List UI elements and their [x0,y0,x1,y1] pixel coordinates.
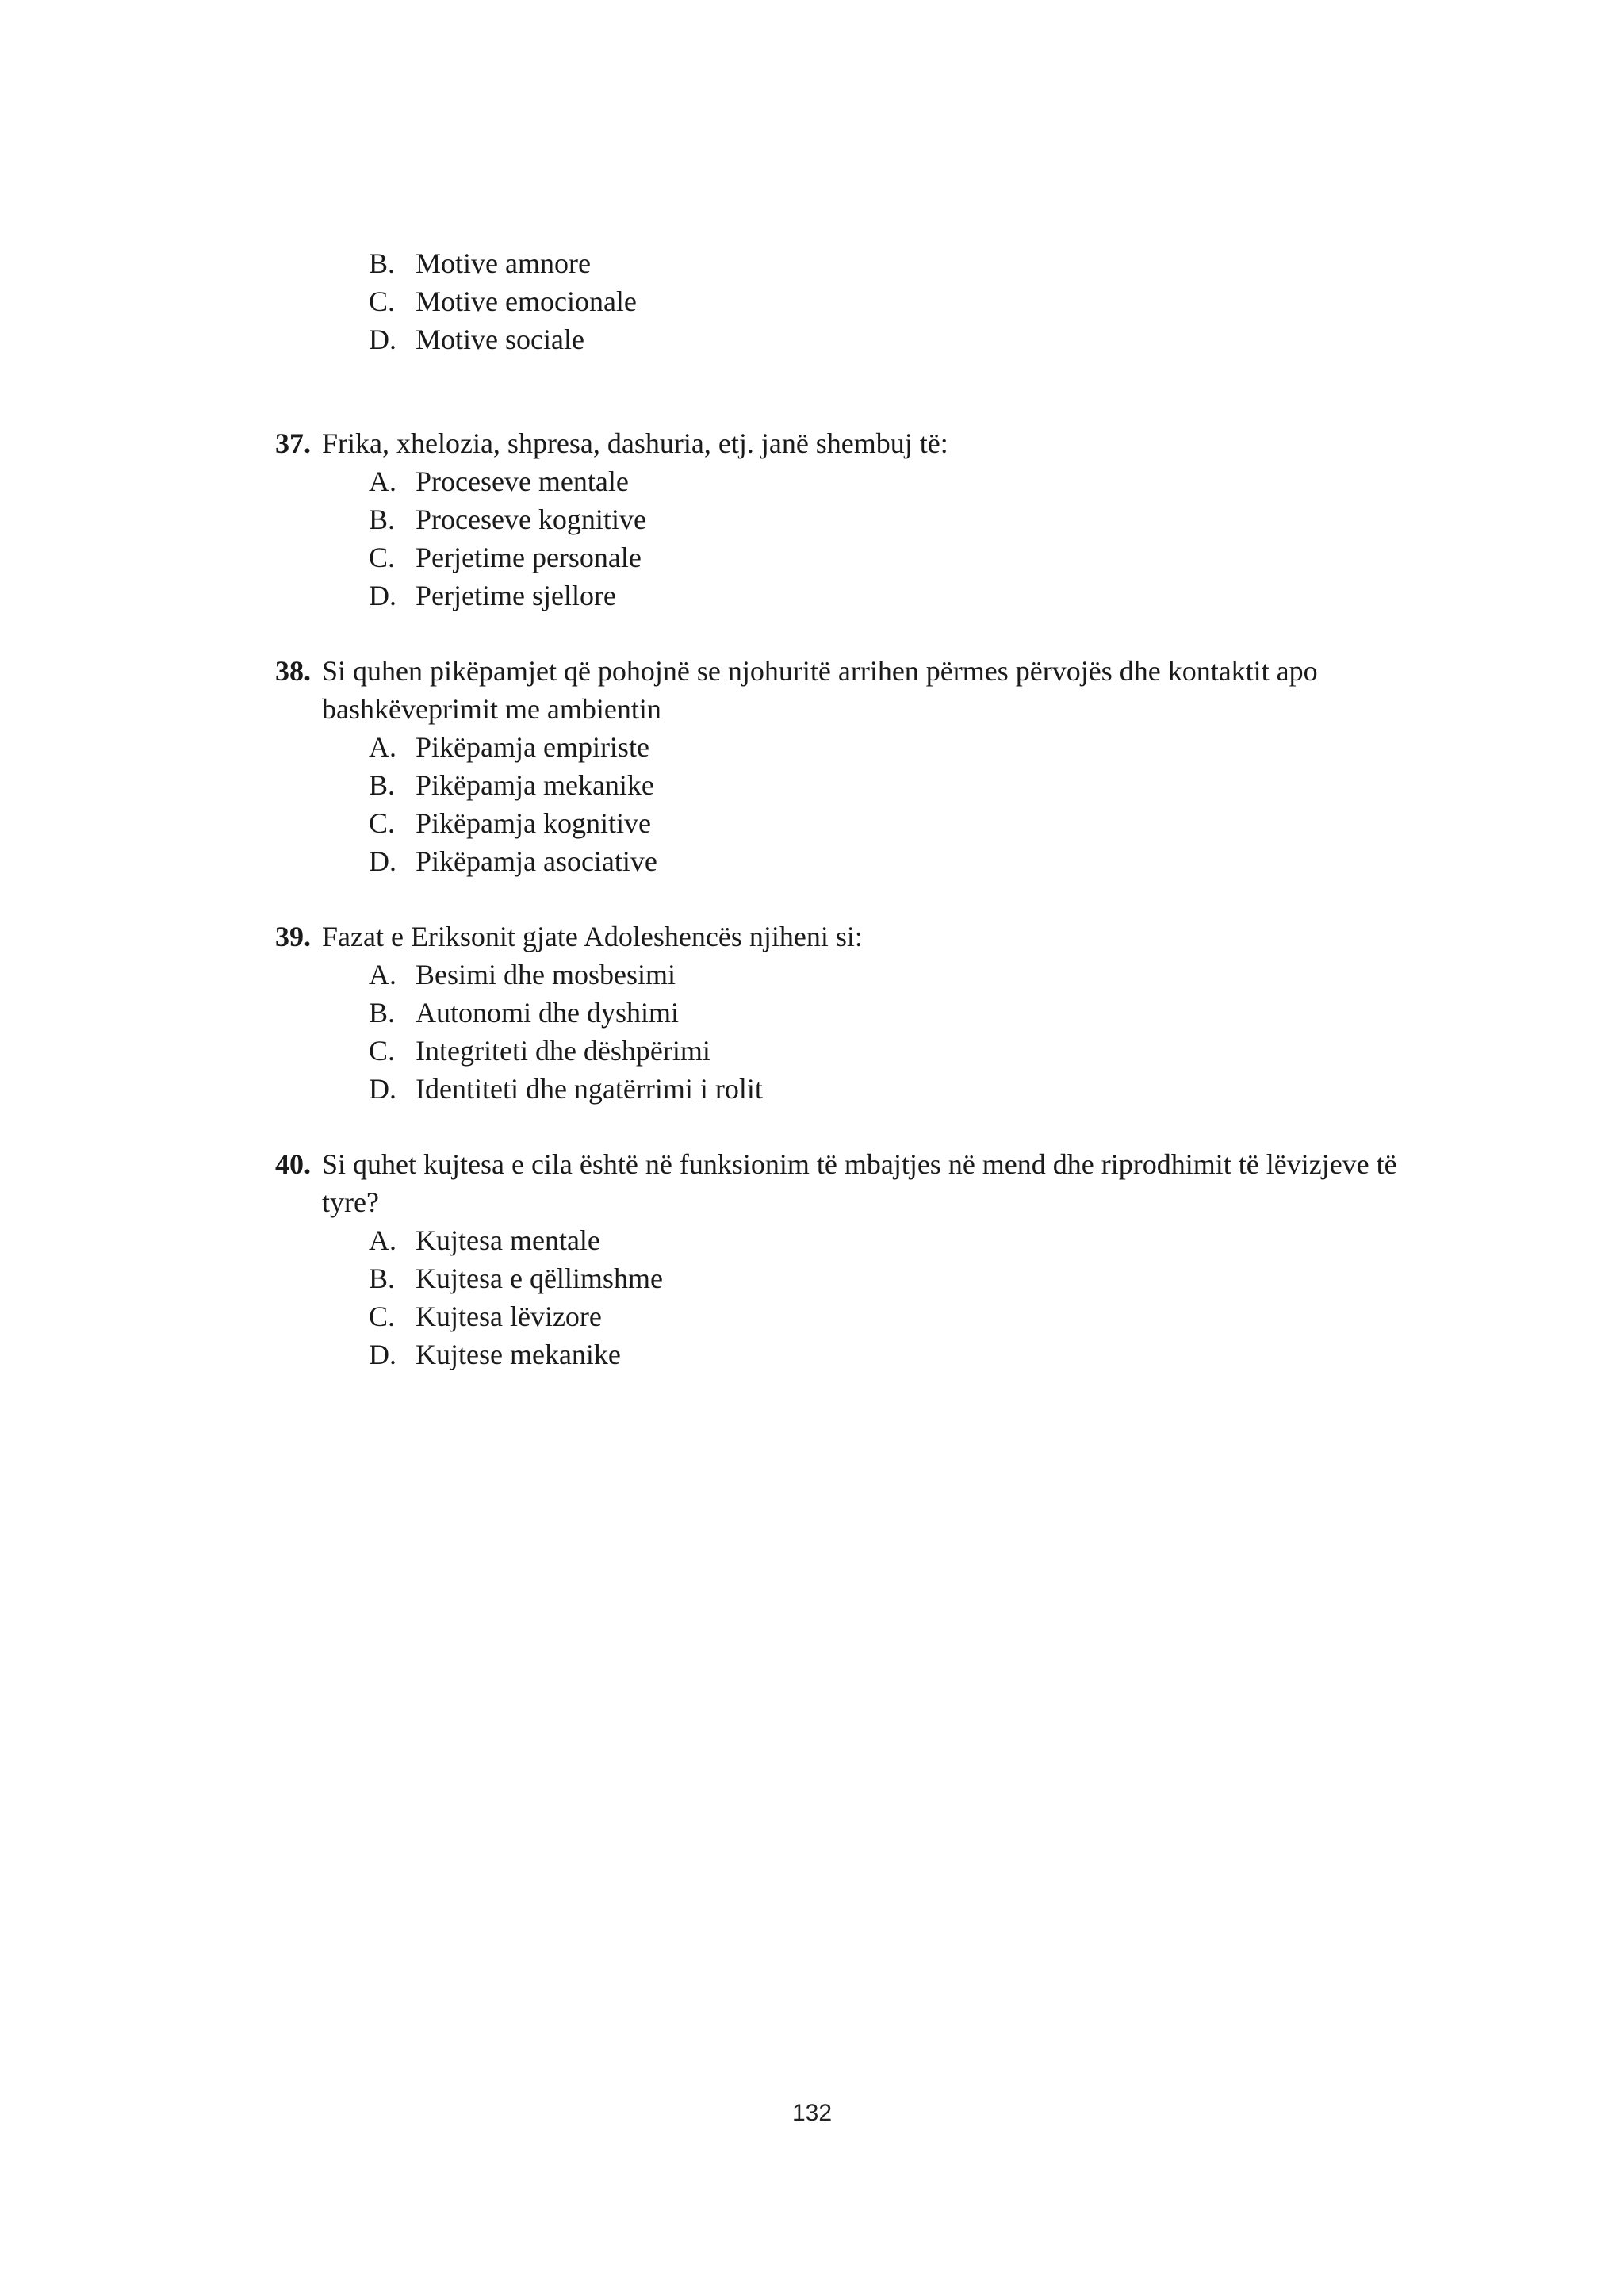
option-text: Kujtese mekanike [416,1339,621,1370]
question-number: 37. [275,427,311,459]
question-text-continued: bashkëveprimit me ambientin [322,693,661,725]
option-letter: B. [369,769,396,801]
option-letter: C. [369,1301,396,1332]
option-letter: D. [369,580,396,611]
option-letter: D. [369,845,396,877]
question-text-continued: tyre? [322,1186,379,1218]
option-text: Motive emocionale [416,285,637,317]
option-letter: C. [369,542,396,573]
option-letter: B. [369,997,396,1029]
option-letter: A. [369,731,396,763]
option-text: Kujtesa mentale [416,1224,600,1256]
option-text: Besimi dhe mosbesimi [416,959,676,990]
option-text: Proceseve kognitive [416,504,646,535]
option-letter: A. [369,1224,396,1256]
option-text: Pikëpamja mekanike [416,769,654,801]
option-letter: D. [369,1339,396,1370]
option-text: Autonomi dhe dyshimi [416,997,679,1029]
option-text: Perjetime sjellore [416,580,616,611]
option-letter: C. [369,807,396,839]
page-number: 132 [791,2100,833,2126]
option-text: Motive amnore [416,247,591,279]
option-text: Proceseve mentale [416,465,629,497]
question-text: Si quhet kujtesa e cila është në funksionim të mbajtjes në mend dhe riprodhimit të lëvizjeve të [322,1148,1397,1180]
option-text: Identiteti dhe ngatërrimi i rolit [416,1073,763,1105]
question-number: 38. [275,655,311,687]
option-letter: B. [369,504,396,535]
option-letter: A. [369,465,396,497]
question-number: 40. [275,1148,311,1180]
option-text: Kujtesa lëvizore [416,1301,602,1332]
question-text: Frika, xhelozia, shpresa, dashuria, etj. janë shembuj të: [322,427,948,459]
option-text: Pikëpamja asociative [416,845,657,877]
option-letter: C. [369,1035,396,1067]
option-text: Integriteti dhe dëshpërimi [416,1035,710,1067]
option-text: Motive sociale [416,324,584,355]
option-letter: D. [369,324,396,355]
option-letter: C. [369,285,396,317]
option-text: Kujtesa e qëllimshme [416,1262,663,1294]
question-text: Si quhen pikëpamjet që pohojnë se njohuritë arrihen përmes përvojës dhe kontaktit apo [322,655,1318,687]
option-text: Pikëpamja kognitive [416,807,651,839]
question-text: Fazat e Eriksonit gjate Adoleshencës njiheni si: [322,921,863,952]
option-text: Pikëpamja empiriste [416,731,649,763]
option-letter: B. [369,247,396,279]
option-letter: D. [369,1073,396,1105]
option-letter: A. [369,959,396,990]
question-number: 39. [275,921,311,952]
option-text: Perjetime personale [416,542,642,573]
option-letter: B. [369,1262,396,1294]
